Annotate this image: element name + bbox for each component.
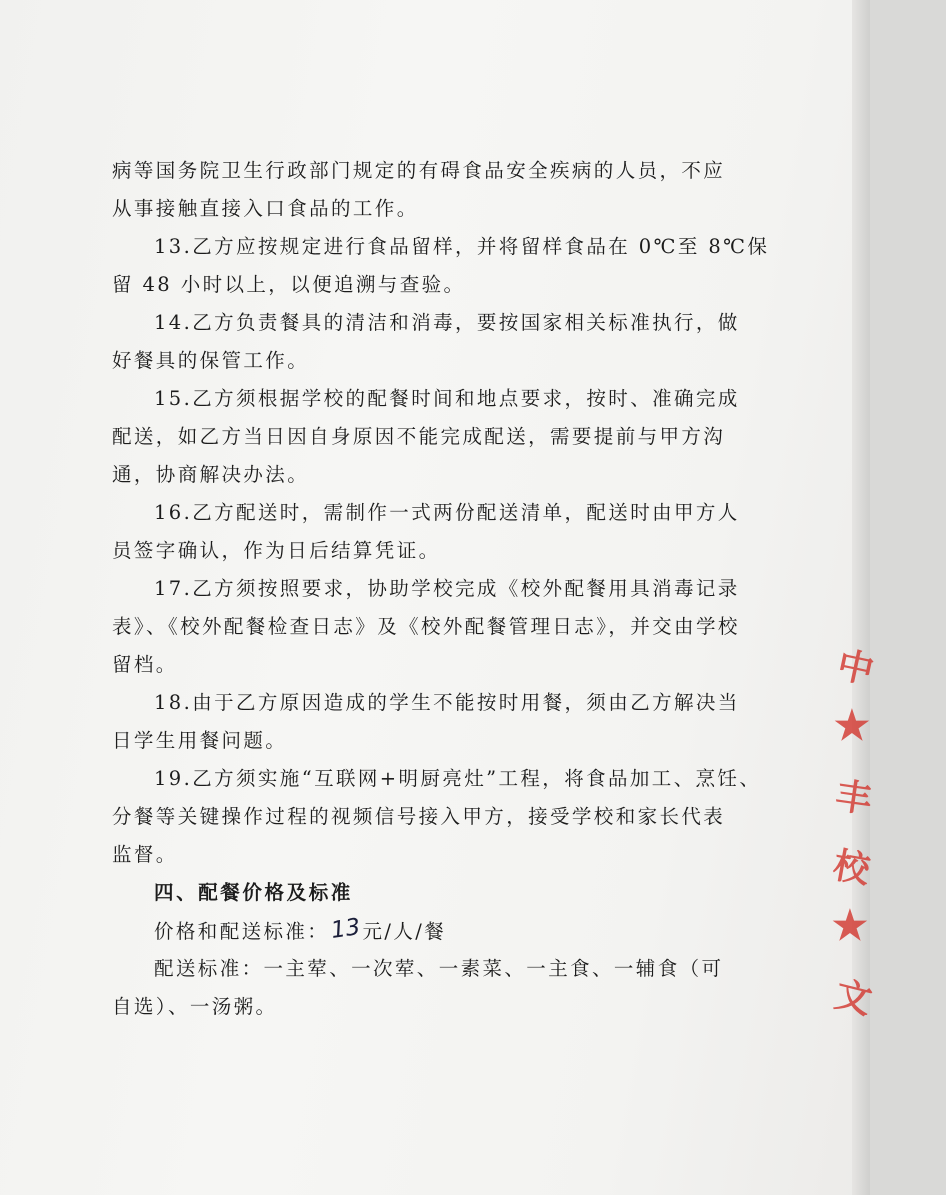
document-line: 分餐等关键操作过程的视频信号接入甲方，接受学校和家长代表 bbox=[112, 805, 726, 828]
document-line: 15.乙方须根据学校的配餐时间和地点要求，按时、准确完成 bbox=[154, 387, 740, 410]
document-line: 留档。 bbox=[112, 653, 178, 676]
price-line bbox=[112, 912, 772, 950]
stamp-char: 文 bbox=[830, 973, 876, 1023]
standard-line-2: 自选）、一汤粥。 bbox=[112, 995, 278, 1018]
document-line: 18.由于乙方原因造成的学生不能按时用餐，须由乙方解决当 bbox=[154, 691, 740, 714]
document-line: 从事接触直接入口食品的工作。 bbox=[112, 197, 419, 220]
document-line: 13.乙方应按规定进行食品留样，并将留样食品在 0℃至 8℃保 bbox=[154, 235, 770, 258]
price-unit: 元/人/餐 bbox=[362, 920, 447, 943]
document-line: 病等国务院卫生行政部门规定的有碍食品安全疾病的人员，不应 bbox=[112, 159, 726, 182]
document-line: 配送，如乙方当日因自身原因不能完成配送，需要提前与甲方沟 bbox=[112, 425, 726, 448]
document-body bbox=[112, 152, 772, 1026]
stamp-star-icon: ★ bbox=[834, 702, 870, 749]
document-line: 好餐具的保管工作。 bbox=[112, 349, 310, 372]
document-line: 16.乙方配送时，需制作一式两份配送清单，配送时由甲方人 bbox=[154, 501, 740, 524]
document-line: 日学生用餐问题。 bbox=[112, 729, 288, 752]
stamp-char: 校 bbox=[830, 844, 873, 892]
document-line: 通，协商解决办法。 bbox=[112, 463, 310, 486]
stamp-char: 中 bbox=[833, 643, 878, 693]
document-line: 表》、《校外配餐检查日志》及《校外配餐管理日志》，并交由学校 bbox=[112, 615, 740, 638]
stamp-char: 丰 bbox=[832, 774, 875, 822]
clause-list bbox=[112, 152, 772, 874]
standard-line-1: 配送标准：一主荤、一次荤、一素菜、一主食、一辅食（可 bbox=[154, 957, 724, 980]
stamp-star-icon: ★ bbox=[832, 902, 868, 949]
document-line: 14.乙方负责餐具的清洁和消毒，要按国家相关标准执行，做 bbox=[154, 311, 740, 334]
price-label: 价格和配送标准： bbox=[154, 920, 330, 943]
handwritten-price: 13 bbox=[329, 914, 363, 944]
seal-stamp bbox=[826, 640, 946, 1023]
document-line: 17.乙方须按照要求，协助学校完成《校外配餐用具消毒记录 bbox=[154, 577, 740, 600]
document-line: 监督。 bbox=[112, 843, 178, 866]
document-line: 员签字确认，作为日后结算凭证。 bbox=[112, 539, 441, 562]
section-heading: 四、配餐价格及标准 bbox=[154, 881, 353, 904]
document-line: 19.乙方须实施“互联网+明厨亮灶”工程，将食品加工、烹饪、 bbox=[154, 767, 762, 790]
document-line: 留 48 小时以上，以便追溯与查验。 bbox=[112, 273, 466, 296]
